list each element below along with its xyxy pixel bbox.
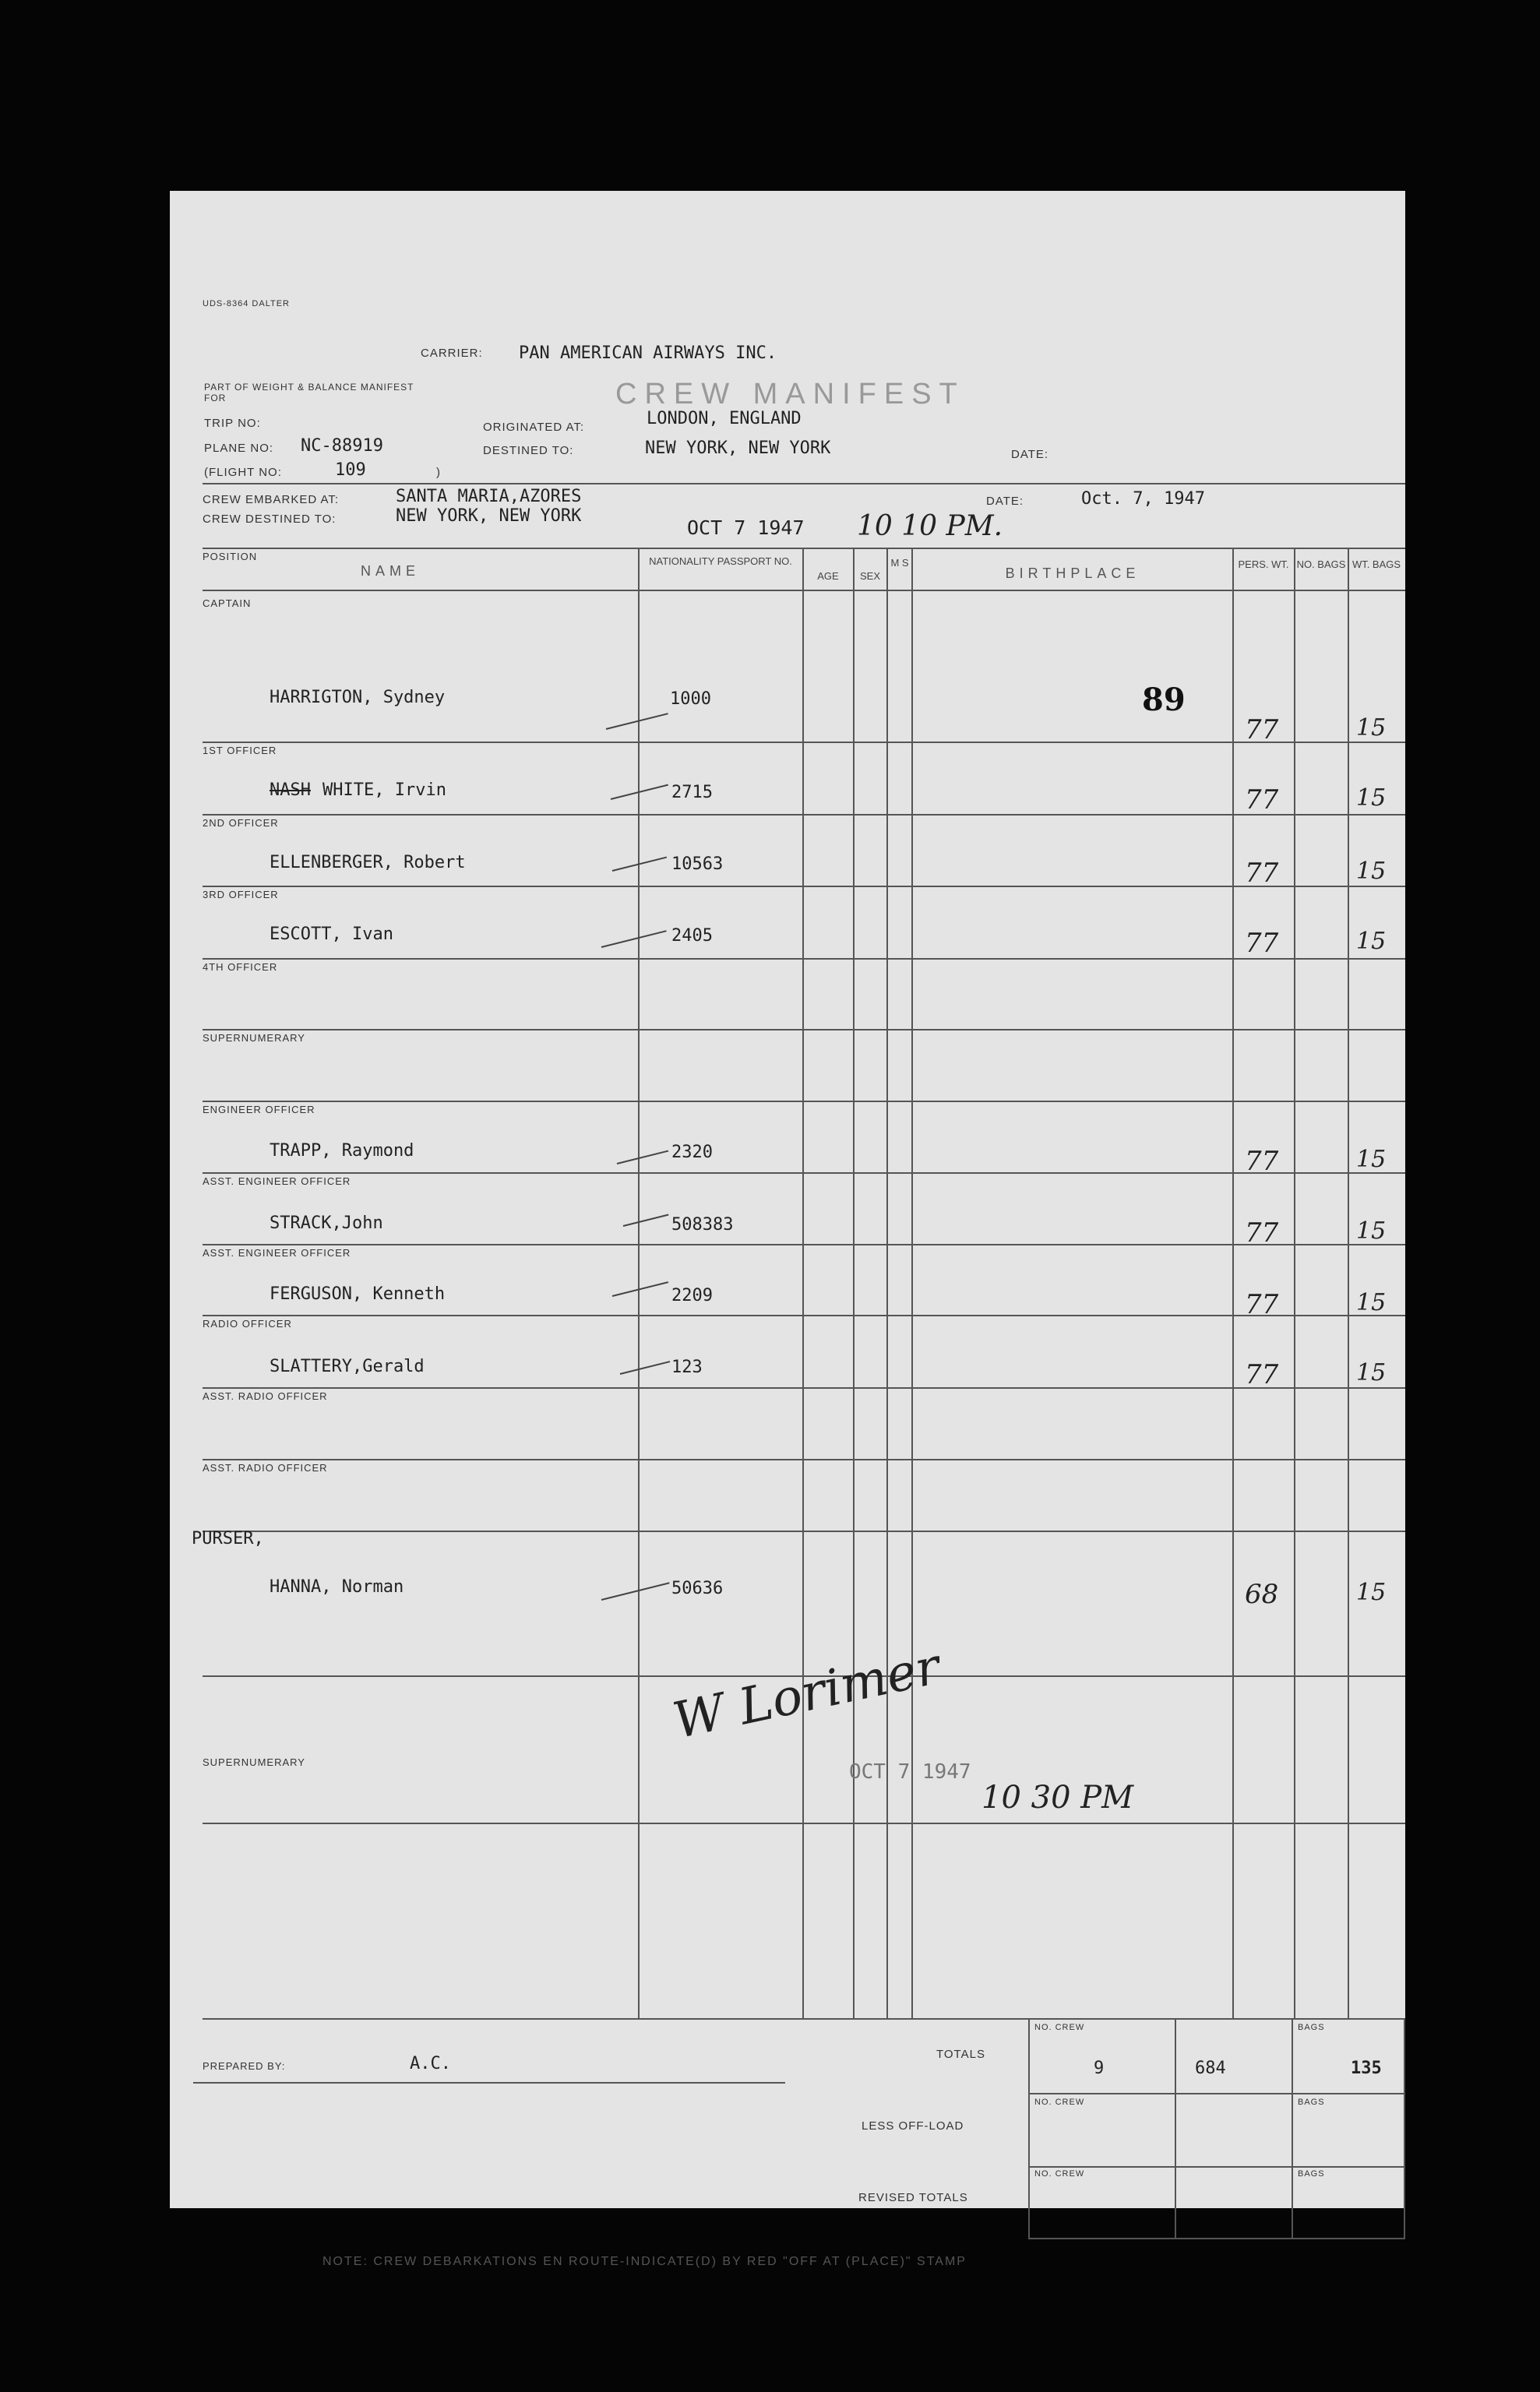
form-number: UDS-8364 DALTER bbox=[203, 299, 290, 308]
check-mark bbox=[620, 1361, 671, 1375]
totals-divider bbox=[1404, 2018, 1405, 2239]
totals-row-line bbox=[1028, 2093, 1405, 2094]
revised-totals-label: REVISED TOTALS bbox=[858, 2191, 968, 2204]
less-offload-label: LESS OFF-LOAD bbox=[862, 2119, 964, 2133]
originated-value: LONDON, ENGLAND bbox=[647, 409, 802, 428]
col-birthplace: BIRTHPLACE bbox=[1005, 565, 1140, 581]
embarked-label: CREW EMBARKED AT: bbox=[203, 493, 340, 506]
row-divider bbox=[203, 958, 1405, 960]
total-bags: 135 bbox=[1351, 2059, 1382, 2078]
check-mark bbox=[623, 1214, 669, 1227]
crew-bags-weight: 15 bbox=[1356, 928, 1387, 955]
col-age: AGE bbox=[817, 570, 839, 582]
destined-value: NEW YORK, NEW YORK bbox=[645, 439, 831, 458]
crew-name-struck: NASH bbox=[270, 780, 311, 800]
crew-bags-weight: 15 bbox=[1356, 784, 1387, 812]
date2-label: DATE: bbox=[986, 495, 1024, 508]
row-divider bbox=[203, 1823, 1405, 1824]
flight-value: 109 bbox=[335, 460, 366, 480]
section-second-officer: 2ND OFFICER bbox=[203, 817, 279, 829]
row-divider bbox=[203, 1172, 1405, 1174]
section-captain: CAPTAIN bbox=[203, 597, 252, 609]
originated-label: ORIGINATED AT: bbox=[483, 421, 585, 434]
row-divider bbox=[203, 1315, 1405, 1316]
bags-label: BAGS bbox=[1298, 2023, 1325, 2032]
col-wt-bags: WT. BAGS bbox=[1351, 558, 1401, 570]
crew-manifest-sheet bbox=[170, 191, 1405, 2268]
prepared-value: A.C. bbox=[410, 2054, 451, 2073]
row-divider bbox=[203, 1387, 1405, 1389]
crew-bags-weight: 15 bbox=[1356, 714, 1387, 742]
crew-passport: 2320 bbox=[671, 1143, 713, 1162]
date-label: DATE: bbox=[1011, 448, 1049, 461]
crew-passport: 10563 bbox=[671, 854, 724, 874]
section-first-officer: 1ST OFFICER bbox=[203, 745, 277, 756]
table-header-line bbox=[203, 590, 1405, 591]
crew-weight: 77 bbox=[1245, 714, 1279, 745]
prepared-line bbox=[193, 2082, 785, 2084]
col-divider bbox=[853, 548, 855, 2018]
row-divider bbox=[203, 814, 1405, 816]
crew-name: WHITE, Irvin bbox=[322, 780, 446, 800]
table-top-line bbox=[203, 548, 1405, 549]
crew-weight: 77 bbox=[1245, 1146, 1279, 1177]
crew-name: HANNA, Norman bbox=[270, 1577, 404, 1597]
col-divider bbox=[911, 548, 913, 2018]
manifest-title: CREW MANIFEST bbox=[615, 378, 965, 410]
crew-passport: 508383 bbox=[671, 1215, 734, 1235]
totals-label: TOTALS bbox=[936, 2048, 985, 2061]
section-third-officer: 3RD OFFICER bbox=[203, 889, 279, 900]
divider bbox=[203, 483, 1405, 484]
plane-value: NC-88919 bbox=[301, 436, 383, 456]
col-nationality: NATIONALITY PASSPORT NO. bbox=[649, 555, 792, 567]
section-asst-radio-2: ASST. RADIO OFFICER bbox=[203, 1462, 328, 1474]
totals-row-line bbox=[1028, 2166, 1405, 2168]
bottom-stamp: OCT 7 1947 bbox=[849, 1760, 971, 1784]
manifest-part-label: PART OF WEIGHT & BALANCE MANIFEST FOR bbox=[204, 382, 414, 403]
row-divider bbox=[203, 1029, 1405, 1030]
crew-passport: 1000 bbox=[670, 689, 711, 709]
section-supernumerary: SUPERNUMERARY bbox=[203, 1032, 305, 1044]
trip-label: TRIP NO: bbox=[204, 417, 261, 430]
signature: W Lorimer bbox=[668, 1637, 946, 1751]
crew-name: HARRIGTON, Sydney bbox=[270, 688, 446, 707]
check-mark bbox=[601, 1582, 670, 1601]
col-divider bbox=[802, 548, 804, 2018]
check-mark bbox=[617, 1150, 668, 1164]
crew-weight: 77 bbox=[1245, 858, 1279, 889]
totals-divider bbox=[1292, 2018, 1293, 2239]
col-divider bbox=[1294, 548, 1295, 2018]
crew-weight: 68 bbox=[1245, 1579, 1279, 1610]
section-radio-officer: RADIO OFFICER bbox=[203, 1318, 292, 1330]
section-fourth-officer: 4TH OFFICER bbox=[203, 961, 278, 973]
col-position: POSITION bbox=[203, 551, 258, 562]
row-divider bbox=[203, 886, 1405, 887]
bottom-time: 10 30 PM bbox=[981, 1780, 1134, 1816]
total-weight: 684 bbox=[1195, 2059, 1226, 2078]
crew-bags-weight: 15 bbox=[1356, 1217, 1387, 1245]
total-crew: 9 bbox=[1094, 2059, 1105, 2078]
annotation-89: 89 bbox=[1142, 682, 1186, 718]
section-supernumerary-2: SUPERNUMERARY bbox=[203, 1756, 305, 1768]
crew-name: ESCOTT, Ivan bbox=[270, 925, 393, 944]
col-ms: M S bbox=[890, 557, 909, 569]
crew-passport: 2715 bbox=[671, 783, 713, 802]
stamp-time: 10 10 PM. bbox=[857, 510, 1003, 542]
crew-weight: 77 bbox=[1245, 928, 1279, 959]
carrier-label: CARRIER: bbox=[421, 347, 483, 360]
crew-bags-weight: 15 bbox=[1356, 858, 1387, 885]
col-pers-wt: PERS. WT. bbox=[1238, 558, 1289, 570]
crew-destined-label: CREW DESTINED TO: bbox=[203, 513, 337, 526]
totals-bottom-line bbox=[1028, 2238, 1405, 2239]
crew-passport: 2209 bbox=[671, 1286, 713, 1305]
destined-label: DESTINED TO: bbox=[483, 444, 574, 457]
crew-passport: 50636 bbox=[671, 1579, 724, 1598]
crew-name: SLATTERY,Gerald bbox=[270, 1357, 425, 1376]
check-mark bbox=[601, 930, 667, 948]
crew-name: FERGUSON, Kenneth bbox=[270, 1284, 446, 1304]
crew-name: ELLENBERGER, Robert bbox=[270, 853, 466, 872]
embarked-value: SANTA MARIA,AZORES bbox=[396, 487, 582, 506]
crew-bags-weight: 15 bbox=[1356, 1359, 1387, 1386]
crew-bags-weight: 15 bbox=[1356, 1579, 1387, 1606]
crew-name: TRAPP, Raymond bbox=[270, 1141, 414, 1161]
bags-label: BAGS bbox=[1298, 2098, 1325, 2107]
date2-value: Oct. 7, 1947 bbox=[1081, 489, 1205, 509]
no-crew-label: NO. CREW bbox=[1034, 2169, 1085, 2179]
col-no-bags: NO. BAGS bbox=[1296, 558, 1346, 570]
date-stamp: OCT 7 1947 bbox=[687, 516, 805, 539]
flight-label: (FLIGHT NO: bbox=[204, 466, 282, 479]
section-asst-engineer-2: ASST. ENGINEER OFFICER bbox=[203, 1247, 351, 1259]
crew-passport: 123 bbox=[671, 1358, 703, 1377]
col-sex: SEX bbox=[859, 570, 880, 582]
prepared-label: PREPARED BY: bbox=[203, 2060, 286, 2072]
check-mark bbox=[606, 713, 668, 730]
crew-bags-weight: 15 bbox=[1356, 1146, 1387, 1173]
row-divider bbox=[203, 1244, 1405, 1245]
row-divider bbox=[203, 1531, 1405, 1532]
crew-weight: 77 bbox=[1245, 784, 1279, 816]
crew-passport: 2405 bbox=[671, 926, 713, 946]
crew-weight: 77 bbox=[1245, 1359, 1279, 1390]
no-crew-label: NO. CREW bbox=[1034, 2023, 1085, 2032]
row-divider bbox=[203, 1459, 1405, 1460]
bags-label: BAGS bbox=[1298, 2169, 1325, 2179]
col-divider bbox=[1232, 548, 1234, 2018]
section-engineer-officer: ENGINEER OFFICER bbox=[203, 1104, 315, 1115]
col-name: NAME bbox=[361, 563, 421, 579]
footer-note: NOTE: CREW DEBARKATIONS EN ROUTE-INDICATE(D) BY RED "OFF AT (PLACE)" STAMP bbox=[322, 2255, 967, 2268]
crew-name: STRACK,John bbox=[270, 1214, 383, 1233]
col-divider bbox=[638, 548, 640, 2018]
check-mark bbox=[612, 1281, 668, 1297]
totals-divider bbox=[1028, 2018, 1030, 2239]
carrier-value: PAN AMERICAN AIRWAYS INC. bbox=[519, 343, 777, 363]
crew-destined-value: NEW YORK, NEW YORK bbox=[396, 506, 582, 526]
crew-weight: 77 bbox=[1245, 1217, 1279, 1249]
col-divider bbox=[1348, 548, 1349, 2018]
col-divider bbox=[886, 548, 888, 2018]
section-asst-engineer-1: ASST. ENGINEER OFFICER bbox=[203, 1175, 351, 1187]
crew-bags-weight: 15 bbox=[1356, 1289, 1387, 1316]
row-divider bbox=[203, 742, 1405, 743]
crew-weight: 77 bbox=[1245, 1289, 1279, 1320]
totals-divider bbox=[1175, 2018, 1176, 2239]
flight-close: ) bbox=[436, 466, 441, 479]
row-divider bbox=[203, 1101, 1405, 1102]
section-asst-radio-1: ASST. RADIO OFFICER bbox=[203, 1390, 328, 1402]
no-crew-label: NO. CREW bbox=[1034, 2098, 1085, 2107]
plane-label: PLANE NO: bbox=[204, 442, 274, 455]
table-bottom-line bbox=[203, 2018, 1405, 2020]
section-purser: PURSER, bbox=[192, 1529, 264, 1548]
